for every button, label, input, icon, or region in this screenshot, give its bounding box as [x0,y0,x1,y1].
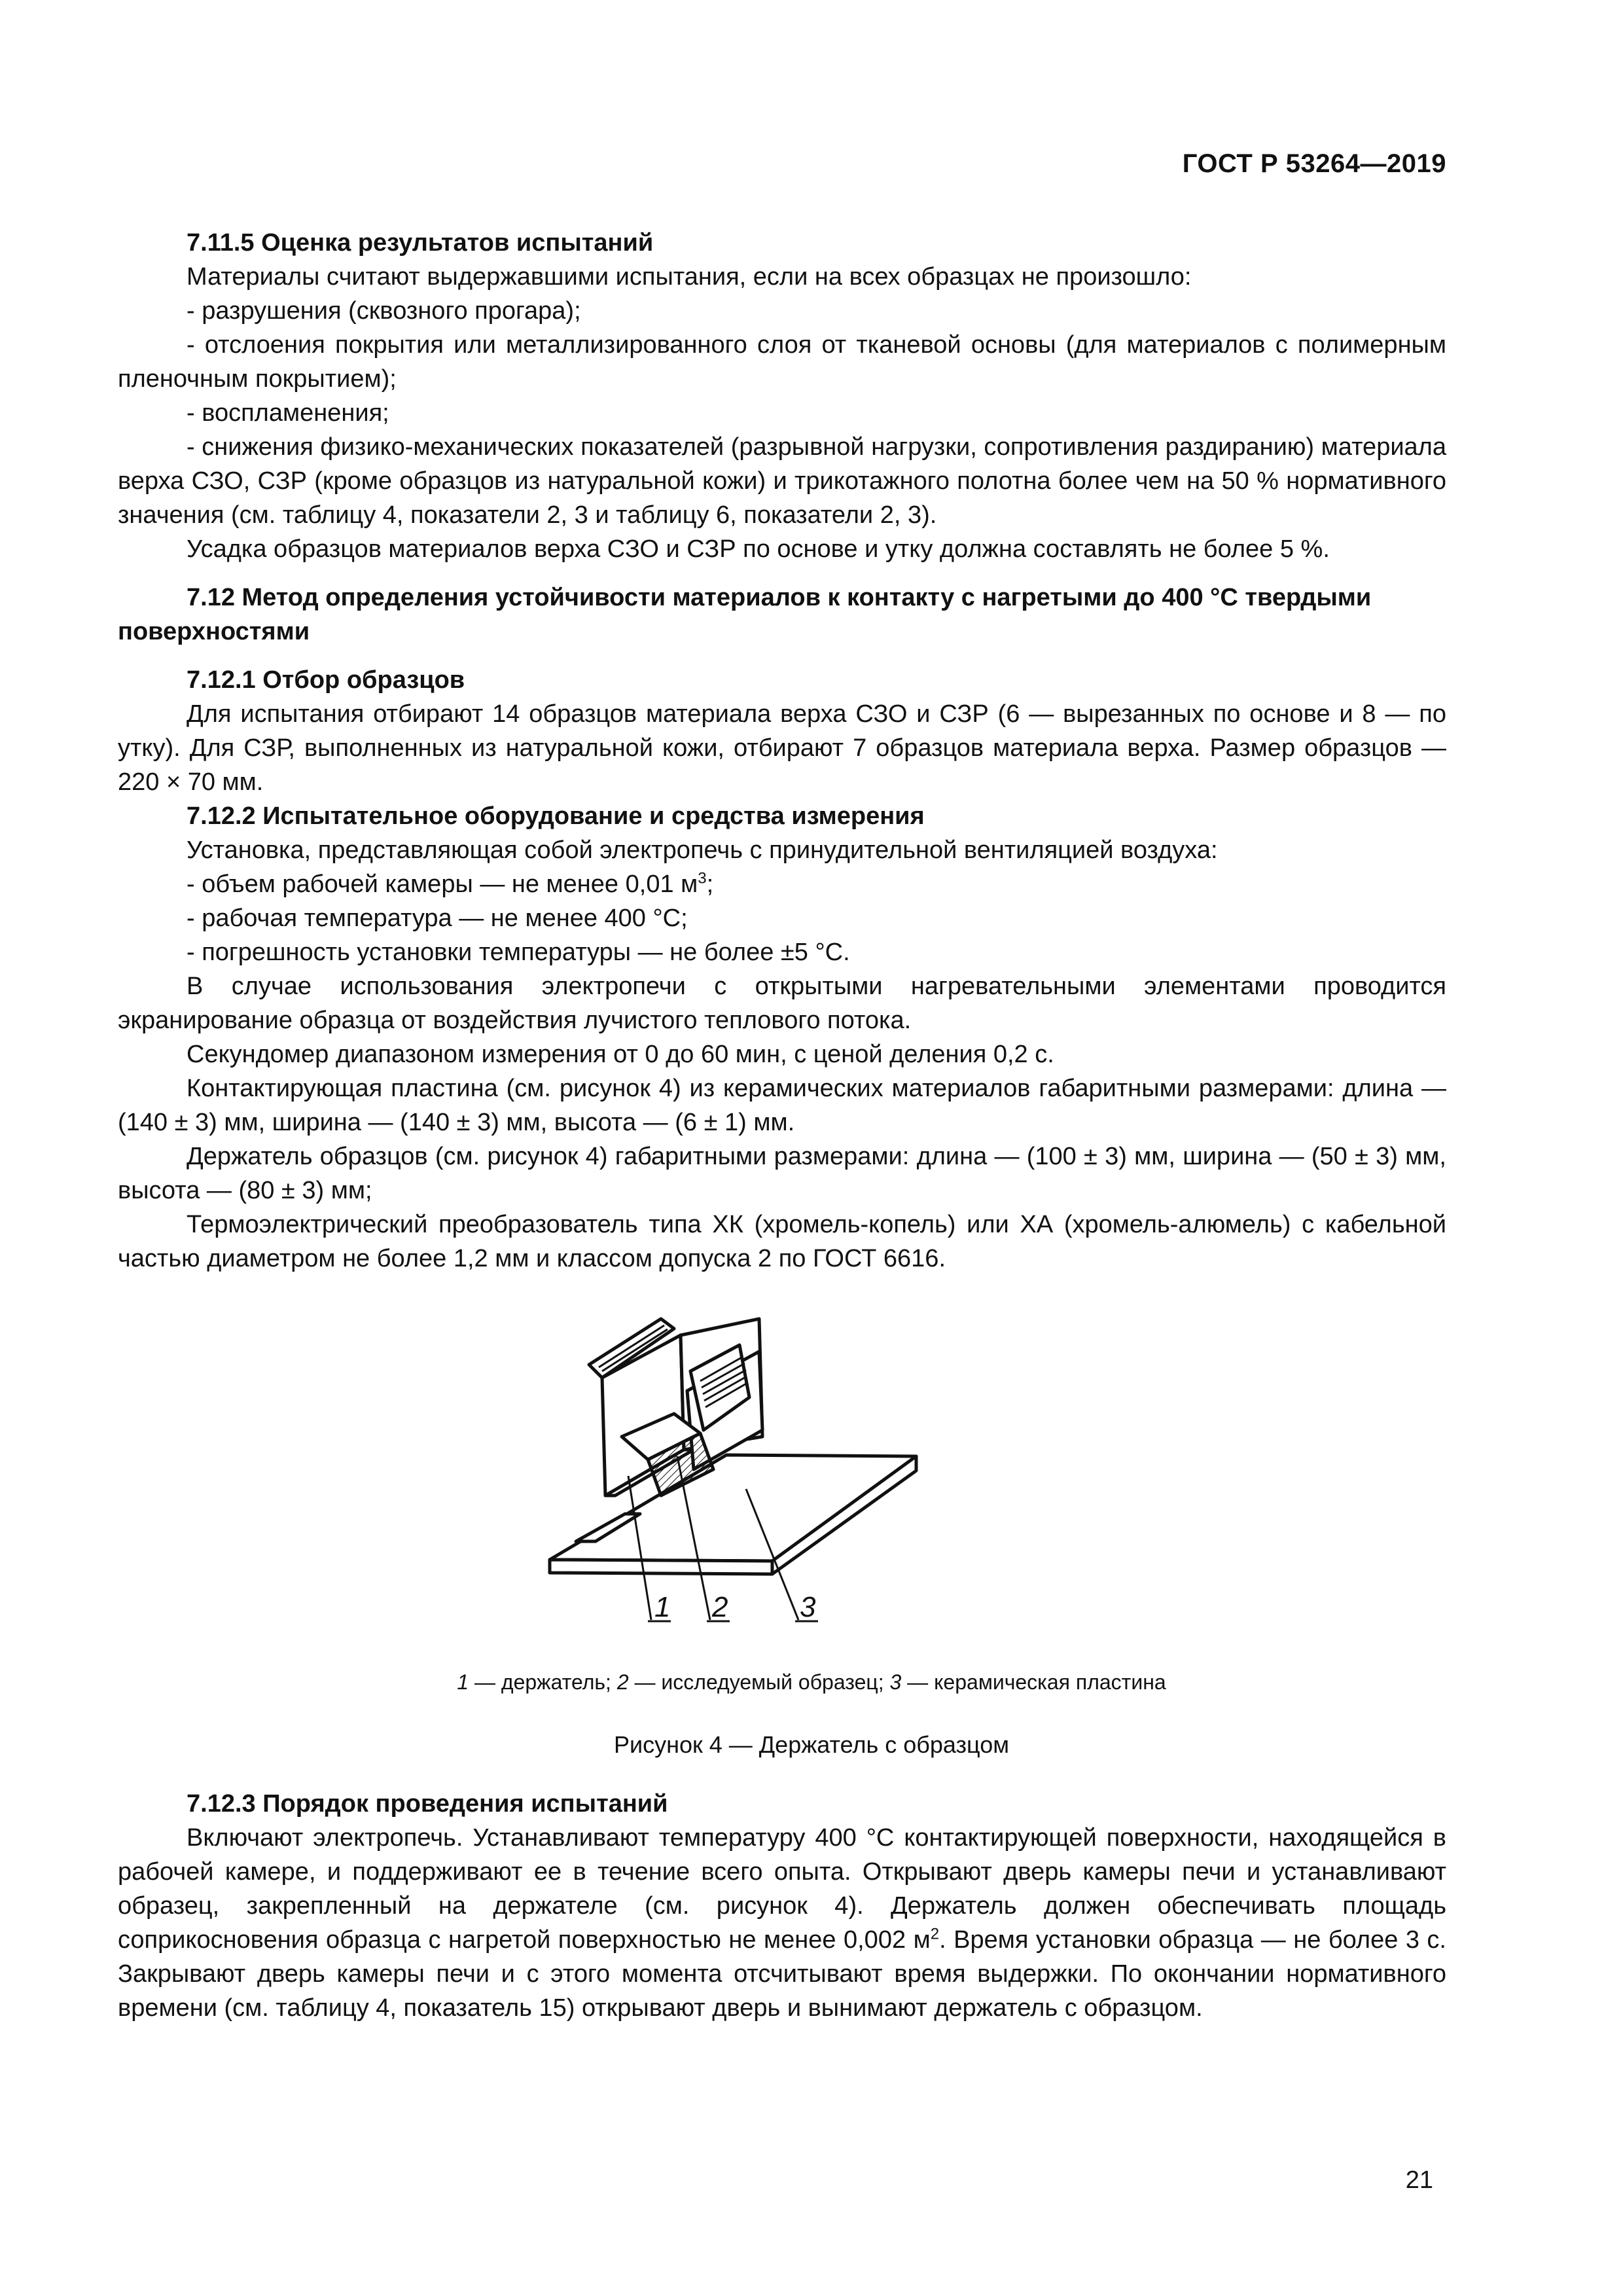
legend-number: 3 [889,1670,902,1694]
ceramic-plate-front [550,1560,772,1574]
list-item [118,867,1446,901]
label-3: 3 [800,1591,816,1623]
section-7-12-3 [118,1787,1446,2025]
paragraph: Держатель образцов (см. рисунок 4) габаритными размерами: длина — (100 ± 3) мм, ширина — (50 ± 3) мм, высота — (80 ± 3) мм; [118,1143,1446,1204]
section-title: 7.11.5 Оценка результатов испытаний [187,229,654,257]
superscript: 3 [698,869,707,888]
list-item: - отслоения покрытия или металлизированного слоя от тканевой основы (для материалов с полимерным пленочным покрытием); [118,331,1446,393]
legend-text: — держатель; [469,1670,617,1694]
section-7-12-1 [118,663,1446,799]
legend-number: 2 [616,1670,629,1694]
label-2: 2 [712,1591,728,1623]
figure-legend [0,1670,1623,1695]
list-item: - снижения физико-механических показателей (разрывной нагрузки, сопротивления раздиранию) материала верха СЗО, СЗР (кроме образцов из натуральной кожи) и трикотажного полотна более чем на 50 % нормативного значения (см. таблицу 4, показатели 2, 3 и таблицу 6, показатели 2, 3). [118,433,1446,529]
list-item: - разрушения (сквозного прогара); [187,297,581,325]
figure-title: Рисунок 4 — Держатель с образцом [614,1731,1009,1758]
holder-diagram [537,1299,929,1640]
list-item: - погрешность установки температуры — не более ±5 °С. [187,939,850,966]
page-number: 21 [1405,2166,1433,2194]
paragraph: В случае использования электропечи с открытыми нагревательными элементами проводится экранирование образца от воздействия лучистого теплового потока. [118,973,1446,1034]
section-title: 7.12 Метод определения устойчивости материалов к контакту с нагретыми до 400 °С твердыми поверхностями [118,584,1372,645]
section-7-12 [118,581,1446,649]
list-item: - воспламенения; [187,399,389,427]
paragraph: Усадка образцов материалов верха СЗО и СЗР по основе и утку должна составлять не более 5 %. [187,535,1330,563]
text: . Время установки образца — не более 3 с. Закрывают дверь камеры печи и с этого момента отсчитывают время выдержки. По окончании нормативного времени (см. таблицу 4, показатель 15) открывают дверь и вынимают держатель с образцом. [118,1926,1446,2022]
paragraph: Материалы считают выдержавшими испытания, если на всех образцах не произошло: [187,263,1192,291]
superscript: 2 [930,1925,940,1943]
section-title: 7.12.2 Испытательное оборудование и средства измерения [187,802,925,830]
paragraph: Термоэлектрический преобразователь типа ХК (хромель-копель) или ХА (хромель-алюмель) с кабельной частью диаметром не более 1,2 мм и классом допуска 2 по ГОСТ 6616. [118,1211,1446,1272]
paragraph [118,1821,1446,2025]
paragraph: Установка, представляющая собой электропечь с принудительной вентиляцией воздуха: [187,836,1218,864]
label-1: 1 [654,1591,671,1623]
document-id: ГОСТ Р 53264—2019 [1182,149,1446,178]
section-7-12-2 [118,799,1446,1276]
legend-text: — керамическая пластина [901,1670,1166,1694]
list-item: - рабочая температура — не менее 400 °С; [187,905,688,932]
paragraph: Контактирующая пластина (см. рисунок 4) из керамических материалов габаритными размерами: длина — (140 ± 3) мм, ширина — (140 ± 3) мм, высота — (6 ± 1) мм. [118,1075,1446,1136]
legend-text: — исследуемый образец; [628,1670,890,1694]
section-title: 7.12.3 Порядок проведения испытаний [187,1790,668,1818]
section-title: 7.12.1 Отбор образцов [187,666,465,694]
figure-4-drawing [537,1299,929,1640]
section-7-11-5 [118,226,1446,566]
text: ; [706,870,714,898]
paragraph: Для испытания отбирают 14 образцов материала верха СЗО и СЗР (6 — вырезанных по основе и 8 — по утку). Для СЗР, выполненных из натуральной кожи, отбирают 7 образцов материала верха. Размер образцов — 220 × 70 мм. [118,700,1446,796]
paragraph: Секундомер диапазоном измерения от 0 до 60 мин, с ценой деления 0,2 с. [187,1041,1054,1068]
text: - объем рабочей камеры — не менее 0,01 м [187,870,698,898]
legend-number: 1 [457,1670,469,1694]
text: Включают электропечь. Устанавливают температуру 400 °С контактирующей поверхности, находящейся в рабочей камере, и поддерживают ее в течение всего опыта. Открывают дверь камеры печи и устанавливают образец, закрепленный на держателе (см. рисунок 4). Держатель должен обеспечивать площадь соприкосновения образца с нагретой поверхностью не менее 0,002 м [118,1824,1446,1954]
